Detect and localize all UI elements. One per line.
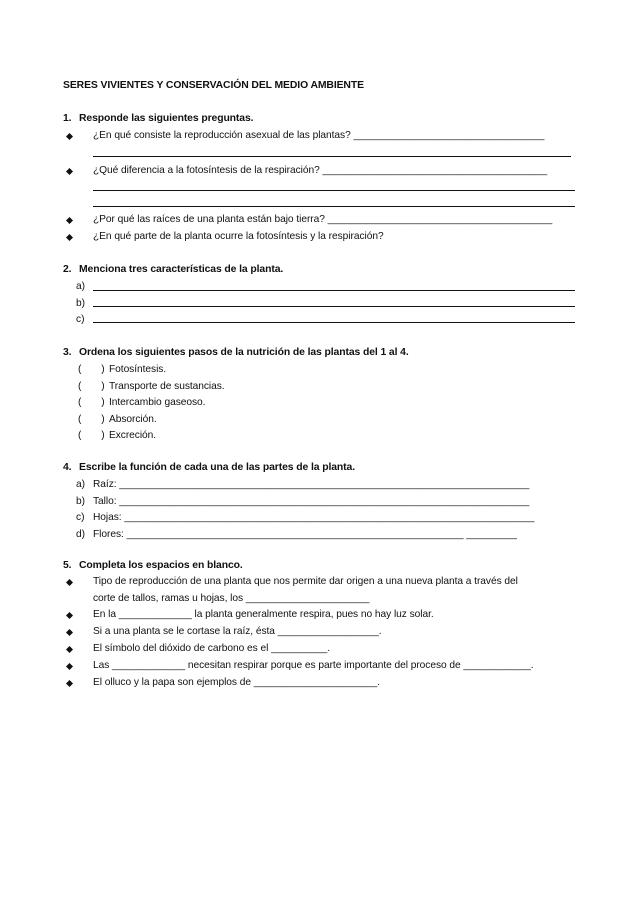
- section-2-heading: [63, 264, 283, 275]
- step-label: Intercambio gaseoso.: [109, 397, 206, 408]
- question-1c: ¿Por qué las raíces de una planta están bajo tierra? ________________________________________: [93, 214, 553, 225]
- bullet-icon: [66, 579, 73, 586]
- item-letter: c): [76, 314, 85, 325]
- answer-line: [93, 206, 575, 207]
- section-number: 4.: [63, 462, 72, 473]
- answer-line: [93, 306, 575, 307]
- order-box: ( ): [78, 381, 105, 392]
- bullet-icon: [66, 217, 73, 224]
- blank-sentence: Tipo de reproducción de una planta que nos permite dar origen a una nueva planta a través del: [93, 576, 518, 587]
- step-label: Transporte de sustancias.: [109, 381, 225, 392]
- item-letter: a): [76, 479, 86, 490]
- item-letter: b): [76, 496, 86, 507]
- order-box: ( ): [78, 364, 105, 375]
- answer-line: [93, 322, 575, 323]
- blank-sentence: El olluco y la papa son ejemplos de ______________________.: [93, 677, 381, 688]
- section-number: 1.: [63, 113, 72, 124]
- section-number: 3.: [63, 347, 72, 358]
- section-number: 5.: [63, 560, 72, 571]
- order-box: ( ): [78, 430, 105, 441]
- item-letter: d): [76, 529, 86, 540]
- bullet-icon: [66, 663, 73, 670]
- item-letter: c): [76, 512, 85, 523]
- item-letter: a): [76, 281, 86, 292]
- worksheet-title: SERES VIVIENTES Y CONSERVACIÓN DEL MEDIO AMBIENTE: [63, 80, 364, 91]
- question-1b: ¿Qué diferencia a la fotosíntesis de la respiración? ________________________________________: [93, 165, 548, 176]
- function-flowers: Flores: ____________________________________________________________ _________: [93, 529, 517, 540]
- section-title: Ordena los siguientes pasos de la nutrición de las plantas del 1 al 4.: [79, 347, 409, 358]
- section-3-heading: [63, 347, 409, 358]
- order-box: ( ): [78, 397, 105, 408]
- answer-line: [93, 156, 571, 157]
- section-title: Completa los espacios en blanco.: [79, 560, 243, 571]
- question-1d: ¿En qué parte de la planta ocurre la fotosíntesis y la respiración?: [93, 231, 384, 242]
- step-label: Absorción.: [109, 414, 157, 425]
- blank-sentence: Las _____________ necesitan respirar porque es parte importante del proceso de ____________.: [93, 660, 534, 671]
- function-root: Raíz: _________________________________________________________________________: [93, 479, 530, 490]
- bullet-icon: [66, 629, 73, 636]
- blank-sentence-cont: corte de tallos, ramas u hojas, los ______________________: [93, 593, 370, 604]
- answer-line: [93, 190, 575, 191]
- bullet-icon: [66, 168, 73, 175]
- function-leaves: Hojas: _________________________________________________________________________: [93, 512, 535, 523]
- question-1a: ¿En qué consiste la reproducción asexual de las plantas? __________________________________: [93, 130, 545, 141]
- section-number: 2.: [63, 264, 72, 275]
- function-stem: Tallo: _________________________________________________________________________: [93, 496, 530, 507]
- step-label: Fotosíntesis.: [109, 364, 167, 375]
- section-1-heading: [63, 113, 253, 124]
- blank-sentence: El símbolo del dióxido de carbono es el __________.: [93, 643, 331, 654]
- section-title: Menciona tres características de la planta.: [79, 264, 284, 275]
- bullet-icon: [66, 680, 73, 687]
- answer-line: [93, 290, 575, 291]
- step-label: Excreción.: [109, 430, 157, 441]
- bullet-icon: [66, 612, 73, 619]
- blank-sentence: Si a una planta se le cortase la raíz, ésta __________________.: [93, 626, 382, 637]
- bullet-icon: [66, 133, 73, 140]
- blank-sentence: En la _____________ la planta generalmente respira, pues no hay luz solar.: [93, 609, 434, 620]
- bullet-icon: [66, 234, 73, 241]
- bullet-icon: [66, 646, 73, 653]
- section-5-heading: [63, 560, 243, 571]
- section-title: Escribe la función de cada una de las partes de la planta.: [79, 462, 355, 473]
- section-title: Responde las siguientes preguntas.: [79, 113, 254, 124]
- section-4-heading: [63, 462, 355, 473]
- item-letter: b): [76, 298, 86, 309]
- order-box: ( ): [78, 414, 105, 425]
